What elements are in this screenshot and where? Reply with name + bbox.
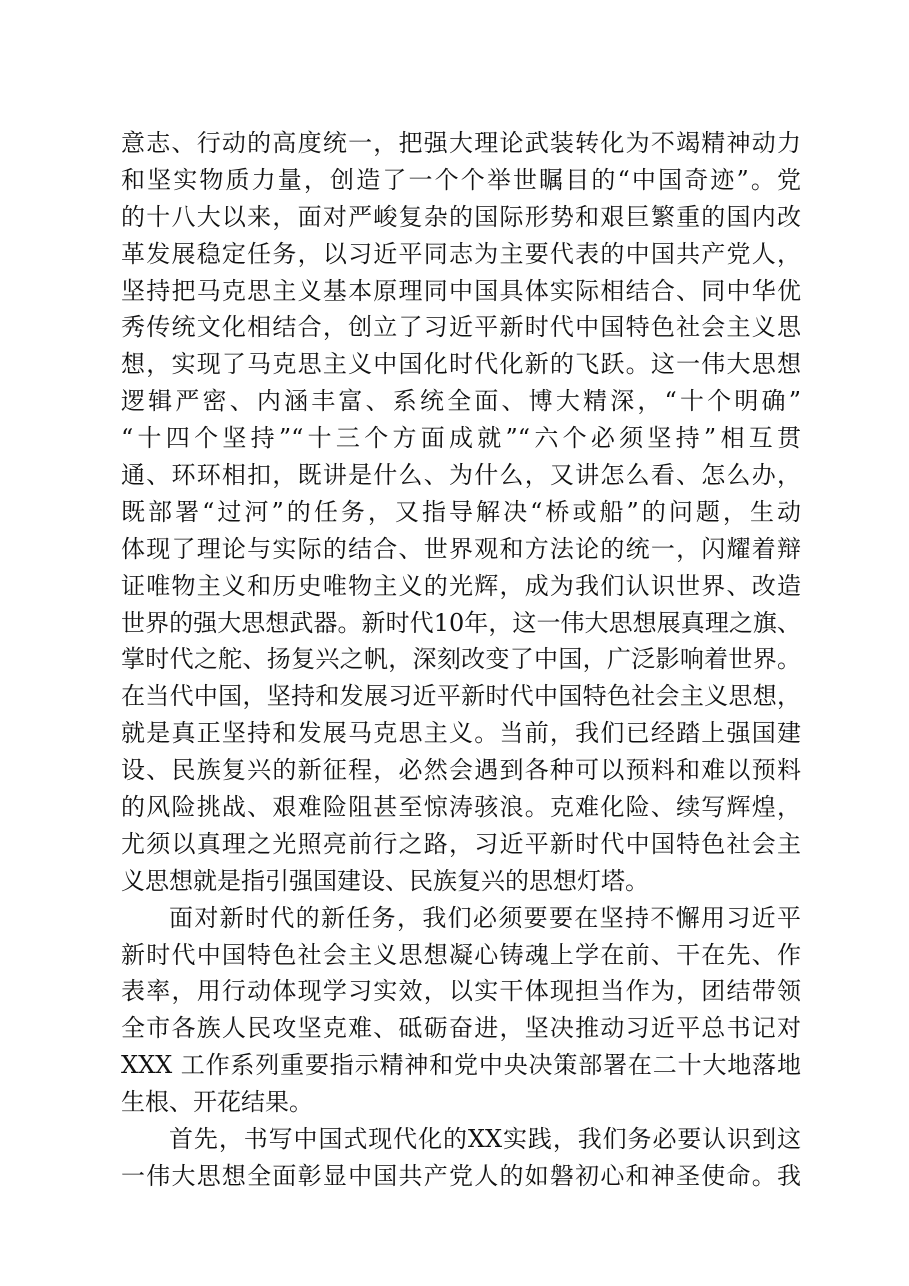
text-line-22: 面对新时代的新任务，我们必须要要在坚持不懈用习近平 bbox=[169, 903, 801, 932]
text-line-26: XXX 工作系列重要指示精神和党中央决策部署在二十大地落地 bbox=[121, 1051, 801, 1080]
text-line-1: 意志、行动的高度统一，把强大理论武装转化为不竭精神动力 bbox=[121, 129, 801, 157]
text-line-23: 新时代中国特色社会主义思想凝心铸魂上学在前、干在先、作 bbox=[121, 940, 801, 969]
text-line-6: 秀传统文化相结合，创立了习近平新时代中国特色社会主义思 bbox=[121, 313, 801, 342]
text-line-15: 掌时代之舵、扬复兴之帆，深刻改变了中国，广泛影响着世界。 bbox=[121, 645, 801, 674]
document-body bbox=[121, 125, 801, 1195]
text-line-25: 全市各族人民攻坚克难、砥砺奋进，坚决推动习近平总书记对 bbox=[121, 1014, 801, 1043]
text-line-3: 的十八大以来，面对严峻复杂的国际形势和艰巨繁重的国内改 bbox=[121, 202, 801, 231]
text-line-14: 世界的强大思想武器。新时代10年，这一伟大思想展真理之旗、 bbox=[121, 608, 801, 637]
text-line-19: 的风险挑战、艰难险阻甚至惊涛骇浪。克难化险、续写辉煌， bbox=[121, 793, 801, 822]
text-line-17: 就是真正坚持和发展马克思主义。当前，我们已经踏上强国建 bbox=[121, 719, 801, 748]
text-line-12: 体现了理论与实际的结合、世界观和方法论的统一，闪耀着辩 bbox=[121, 534, 801, 563]
text-line-2: 和坚实物质力量，创造了一个个举世瞩目的“中国奇迹”。党 bbox=[121, 165, 801, 194]
text-line-27: 生根、开花结果。 bbox=[121, 1088, 313, 1117]
text-line-11: 既部署“过河”的任务，又指导解决“桥或船”的问题，生动 bbox=[121, 497, 801, 526]
text-line-29: 一伟大思想全面彰显中国共产党人的如磐初心和神圣使命。我 bbox=[121, 1161, 801, 1190]
text-line-10: 通、环环相扣，既讲是什么、为什么，又讲怎么看、怎么办， bbox=[121, 461, 801, 490]
text-line-13: 证唯物主义和历史唯物主义的光辉，成为我们认识世界、改造 bbox=[121, 571, 801, 600]
text-line-21: 义思想就是指引强国建设、民族复兴的思想灯塔。 bbox=[121, 866, 649, 895]
text-line-24: 表率，用行动体现学习实效，以实干体现担当作为，团结带领 bbox=[121, 977, 801, 1006]
text-line-28: 首先，书写中国式现代化的XX实践，我们务必要认识到这 bbox=[169, 1125, 801, 1154]
text-line-20: 尤须以真理之光照亮前行之路，习近平新时代中国特色社会主 bbox=[121, 829, 801, 858]
text-line-5: 坚持把马克思主义基本原理同中国具体实际相结合、同中华优 bbox=[121, 276, 801, 305]
text-line-7: 想，实现了马克思主义中国化时代化新的飞跃。这一伟大思想 bbox=[121, 350, 801, 379]
text-line-8: 逻辑严密、内涵丰富、系统全面、博大精深，“十个明确” bbox=[121, 387, 801, 416]
text-line-16: 在当代中国，坚持和发展习近平新时代中国特色社会主义思想， bbox=[121, 682, 801, 711]
text-line-18: 设、民族复兴的新征程，必然会遇到各种可以预料和难以预料 bbox=[121, 756, 801, 785]
text-line-9: “十四个坚持”“十三个方面成就”“六个必须坚持”相互贯 bbox=[121, 424, 801, 453]
text-line-4: 革发展稳定任务，以习近平同志为主要代表的中国共产党人， bbox=[121, 239, 801, 268]
